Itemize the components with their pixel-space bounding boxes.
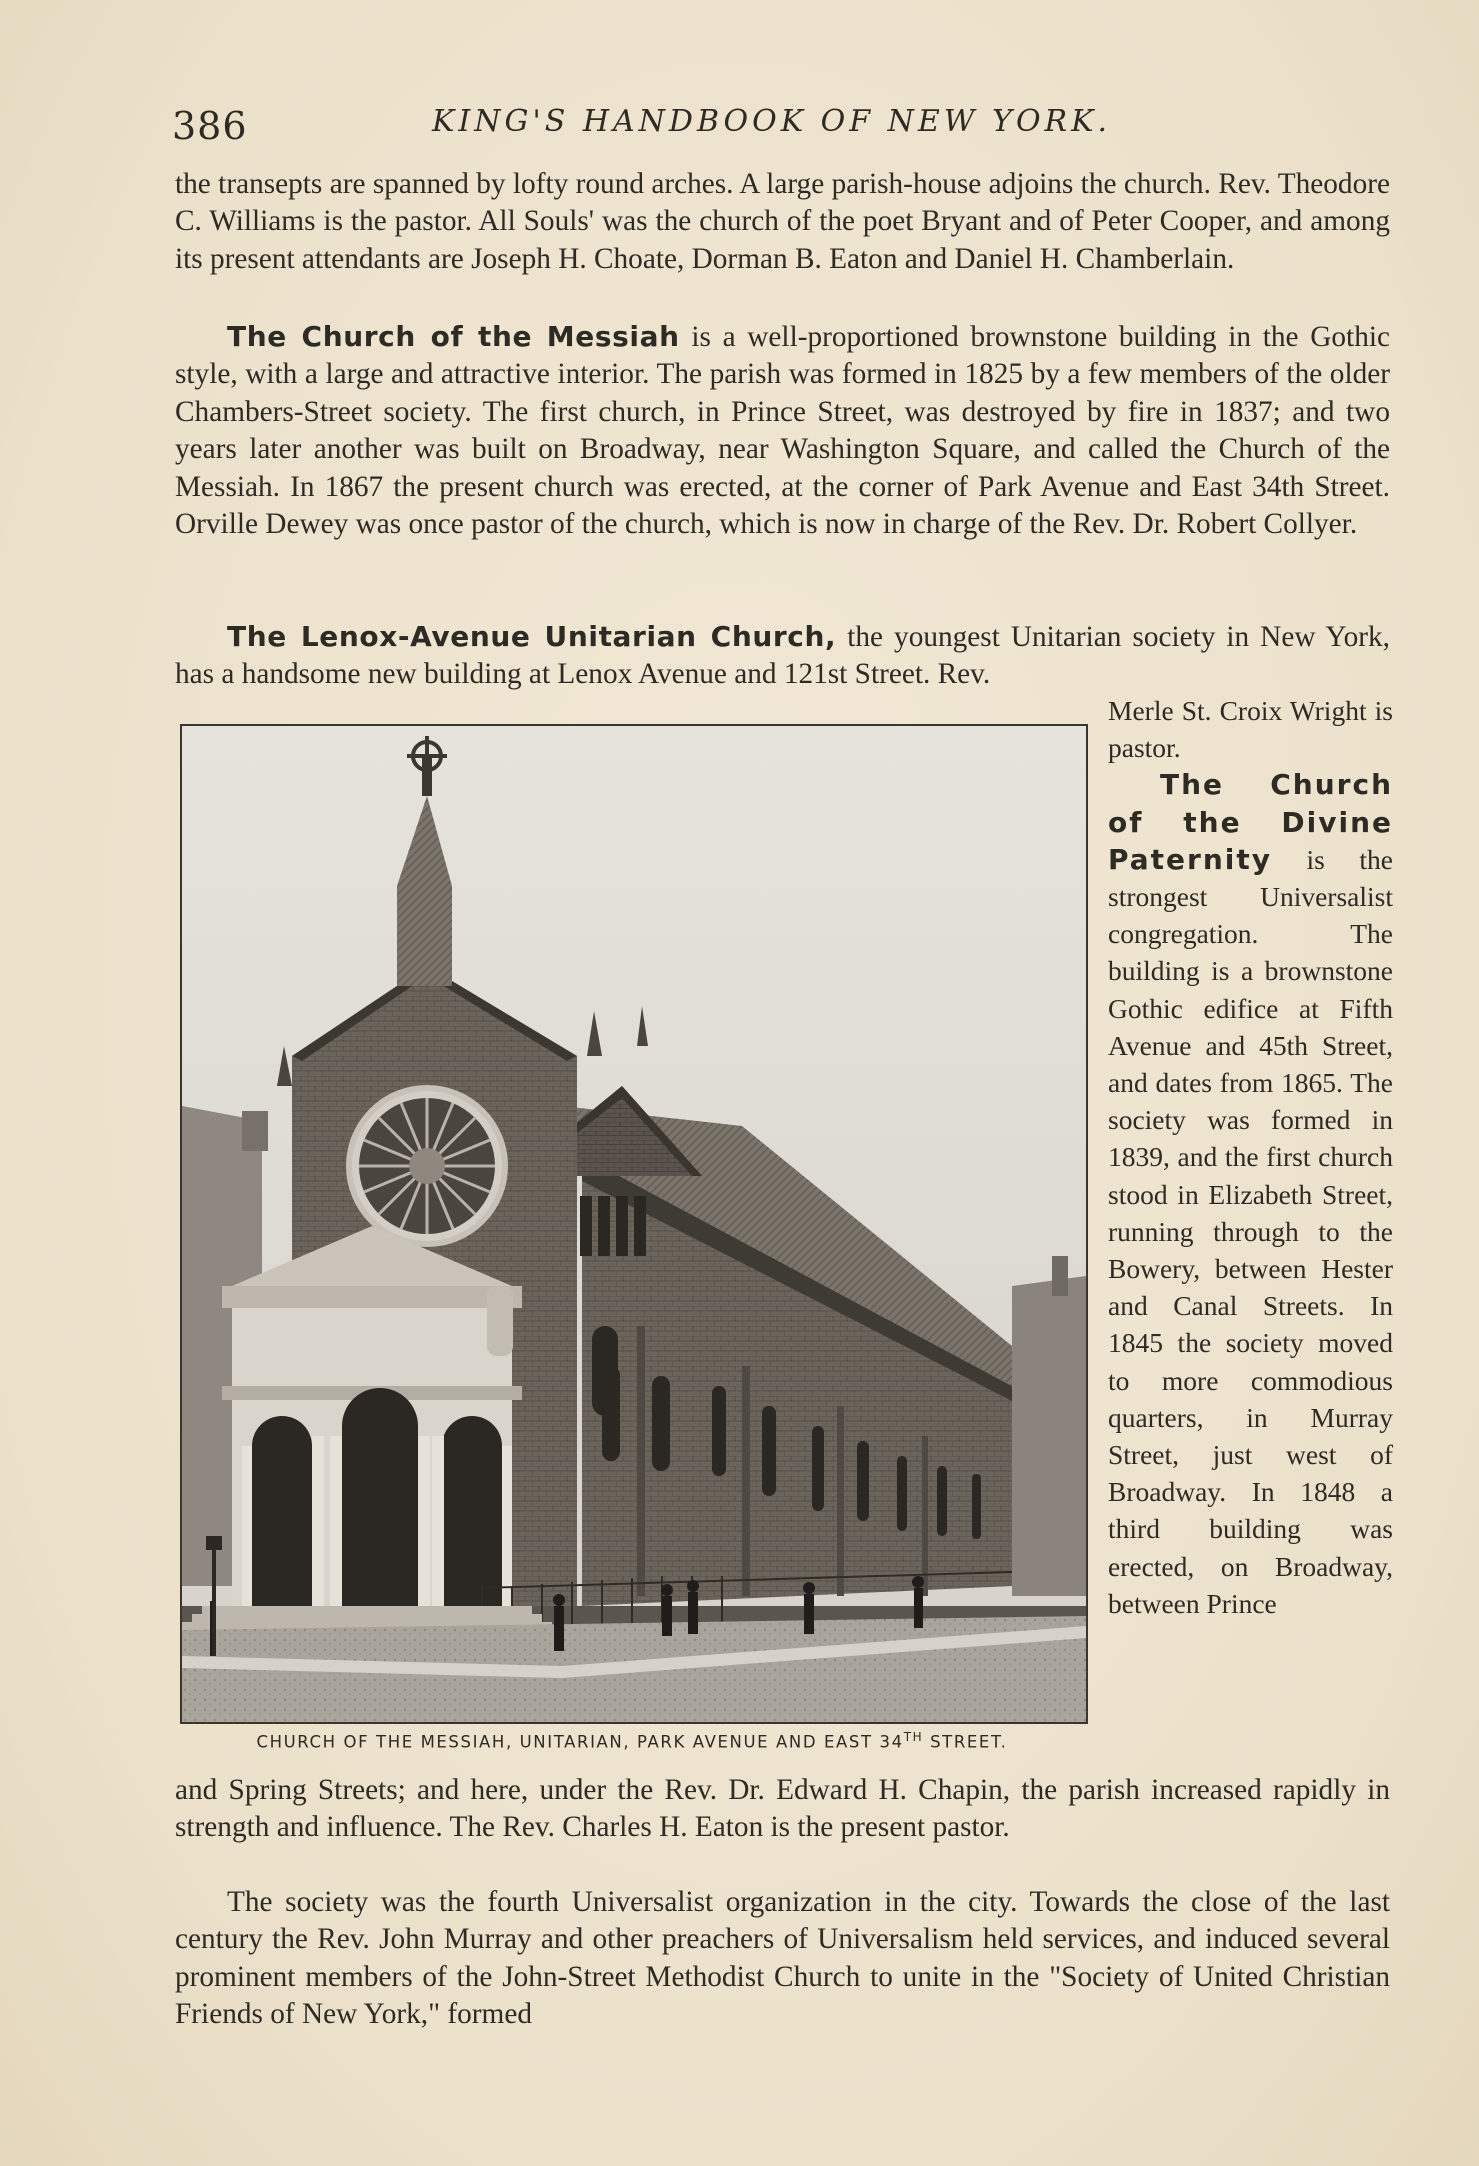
figure-caption (180, 1730, 1084, 1752)
side-column (1108, 692, 1393, 1622)
body-lenox-avenue-church: the youngest Unitarian society in New York, has a handsome new building at Lenox Avenue and 121st Street. Rev. (175, 621, 1390, 691)
book-title: KING'S HANDBOOK OF NEW YORK. (432, 104, 1112, 139)
heading-lenox-avenue-church: The Lenox-Avenue Unitarian Church, (227, 620, 837, 653)
caption-superscript: TH (903, 1730, 924, 1744)
church-illustration (182, 726, 1086, 1722)
heading-church-of-the-messiah: The Church of the Messiah (227, 320, 680, 353)
paragraph-church-of-the-messiah (175, 318, 1390, 543)
church-photograph (180, 724, 1088, 1724)
paragraph-lenox-avenue-church (175, 618, 1390, 694)
body-church-of-the-messiah: is a well-proportioned brownstone building in the Gothic style, with a large and attractive interior. The parish was formed in 1825 by a few members of the older Chambers-Street society. The first church, in Prince Street, was destroyed by fire in 1837; and two years later another was built on Broadway, near Washington Square, and called the Church of the Messiah. In 1867 the present church was erected, at the corner of Park Avenue and East 34th Street. Orville Dewey was once pastor of the church, which is now in charge of the Rev. Dr. Robert Collyer. (175, 321, 1390, 541)
paragraph-divine-paternity (1108, 766, 1393, 1622)
running-head (172, 100, 1392, 152)
heading-divine-paternity: The Church of the Divine Paternity (1108, 768, 1393, 876)
page-number: 386 (172, 104, 248, 148)
paragraph-lenox-continued: Merle St. Croix Wright is pastor. (1108, 695, 1393, 764)
paragraph-universalist-history: The society was the fourth Universalist organization in the city. Towards the close of the last century the Rev. John Murray and other preachers of Universalism held services, and induced several prominent members of the John-Street Methodist Church to unite in the "Society of United Christian Friends of New York," formed (175, 1886, 1390, 2031)
paragraph-all-souls-continued: the transepts are spanned by lofty round arches. A large parish-house adjoins the church. Rev. Theodore C. Williams is the pastor. All Souls' was the church of the poet Bryant and of Peter Cooper, and among its present attendants are Joseph H. Choate, Dorman B. Eaton and Daniel H. Chamberlain. (175, 168, 1390, 275)
caption-text: CHURCH OF THE MESSIAH, UNITARIAN, PARK AVENUE AND EAST 34 (256, 1732, 904, 1752)
body-divine-paternity: is the strongest Universalist congregation. The building is a brownstone Gothic edifice at Fifth Avenue and 45th Street, and dates from 1865. The society was formed in 1839, and the first church stood in Elizabeth Street, running through to the Bowery, between Hester and Canal Streets. In 1845 the society moved to more commodious quarters, in Murray Street, just west of Broadway. In 1848 a third building was erected, on Broadway, between Prince (1108, 843, 1393, 1619)
caption-text-end: STREET. (923, 1732, 1008, 1752)
paragraph-spring-streets: and Spring Streets; and here, under the Rev. Dr. Edward H. Chapin, the parish increased rapidly in strength and influence. The Rev. Charles H. Eaton is the present pastor. (175, 1774, 1390, 1844)
